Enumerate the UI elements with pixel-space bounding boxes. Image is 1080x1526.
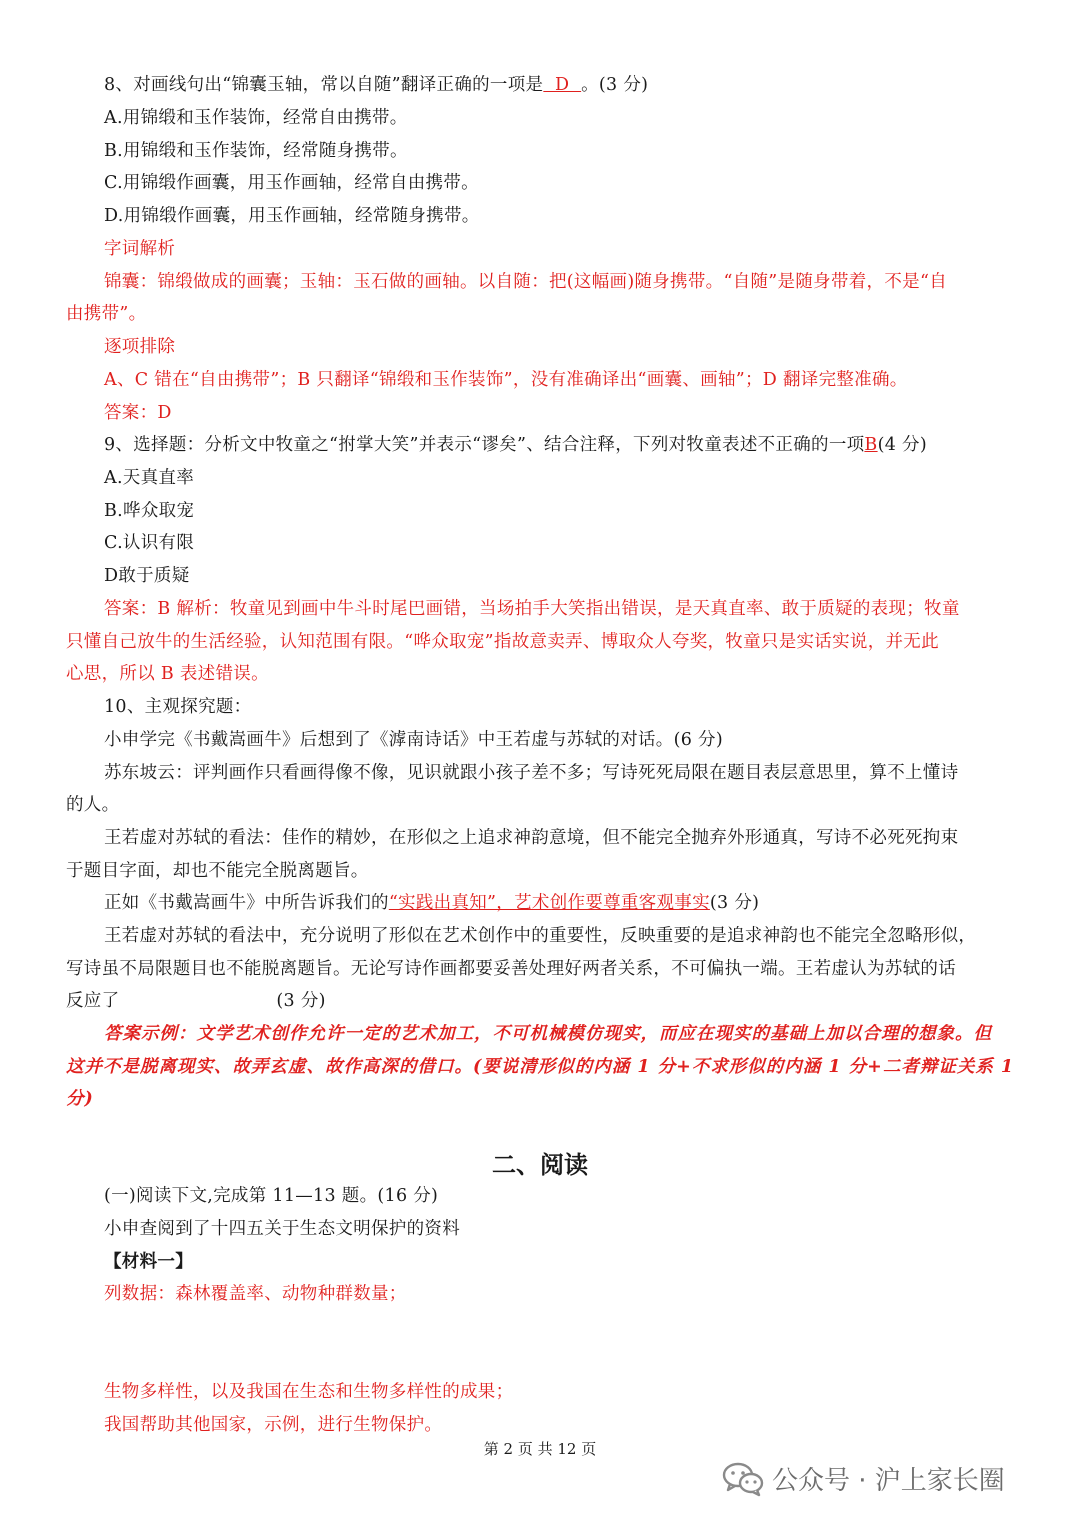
q8-option-c: C.用锦缎作画囊，用玉作画轴，经常自由携带。 (104, 173, 479, 193)
q9-analysis-line2: 只懂自己放牛的生活经验，认知范围有限。“哗众取宠”指故意卖弄、博取众人夸奖，牧童只是实话实说，并无此 (66, 632, 939, 652)
q9-option-a: A.天真直率 (104, 468, 195, 488)
q8-section1-line1: 锦囊：锦缎做成的画囊；玉轴：玉石做的画轴。以自随：把(这幅画)随身携带。“自随”是随身带着，不是“自 (104, 272, 947, 292)
q10-para-line2: 写诗虽不局限题目也不能脱离题旨。无论写诗作画都要妥善处理好两者关系，不可偏执一端。王若虚认为苏轼的话 (66, 959, 956, 979)
q8-stem (104, 73, 648, 97)
q8-stem-text: 8、对画线句出“锦囊玉轴，常以自随”翻译正确的一项是 (104, 75, 544, 95)
material1-bio-line: 生物多样性，以及我国在生态和生物多样性的成果； (104, 1382, 514, 1402)
q9-option-d: D敢于质疑 (104, 566, 190, 586)
section2-heading: 二、阅读 (492, 1151, 588, 1179)
section2-intro: (一)阅读下文,完成第 11—13 题。(16 分) (104, 1186, 439, 1206)
q9-analysis-line1: 答案：B 解析：牧童见到画中牛斗时尾巴画错，当场拍手大笑指出错误，是天真直率、敢于质疑的表现；牧童 (104, 599, 960, 619)
q9-stem-score: (4 分) (877, 435, 927, 455)
q9-stem-text: 9、选择题：分析文中牧童之“拊掌大笑”并表示“谬矣”、结合注释，下列对牧童表述不正确的一项 (104, 435, 865, 455)
q8-option-a: A.用锦缎和玉作装饰，经常自由携带。 (104, 108, 408, 128)
q9-option-b: B.哗众取宠 (104, 501, 195, 521)
q10-blank1-answer: “实践出真知”，艺术创作要尊重客观事实 (388, 893, 710, 913)
q10-sample-line1: 答案示例：文学艺术创作允许一定的艺术加工，不可机械模仿现实，而应在现实的基础上加以合理的想象。但 (104, 1024, 992, 1044)
q8-section1-line2: 由携带”。 (66, 304, 147, 324)
q10-title: 10、主观探究题： (104, 697, 252, 717)
q10-para-line3-score: (3 分) (276, 991, 326, 1011)
q10-sample-line3: 分) (66, 1089, 94, 1109)
q9-option-c: C.认识有限 (104, 533, 195, 553)
q10-para-line3 (66, 989, 326, 1013)
q8-section2-title: 逐项排除 (104, 337, 176, 357)
section2-topic: 小申查阅到了十四五关于生态文明保护的资料 (104, 1219, 460, 1239)
q9-answer-blank: B (864, 435, 878, 455)
q8-option-b: B.用锦缎和玉作装饰，经常随身携带。 (104, 141, 408, 161)
material1-help-line: 我国帮助其他国家，示例，进行生物保护。 (104, 1415, 443, 1435)
material1-label: 【材料一】 (104, 1252, 193, 1272)
q8-answer: 答案：D (104, 403, 172, 423)
q10-wang-line1: 王若虚对苏轼的看法：佳作的精妙，在形似之上追求神韵意境，但不能完全抛弃外形通真，写诗不必死死拘束 (104, 828, 959, 848)
watermark-text: 公众号 · 沪上家长圈 (772, 1466, 1005, 1496)
q10-blank1-text: 正如《书戴嵩画牛》中所告诉我们的 (104, 893, 389, 913)
q8-section1-title: 字词解析 (104, 239, 176, 259)
q10-blank1-score: (3 分) (709, 893, 760, 913)
q10-wang-line2: 于题目字面，却也不能完全脱离题旨。 (66, 861, 369, 881)
q10-su-line2: 的人。 (66, 795, 120, 815)
q10-para-line1: 王若虚对苏轼的看法中，充分说明了形似在艺术创作中的重要性，反映重要的是追求神韵也不能完全忽略形似， (104, 926, 977, 946)
page-number: 第 2 页 共 12 页 (483, 1440, 597, 1458)
watermark (722, 1460, 1005, 1497)
q8-section2-line1: A、C 错在“自由携带”；B 只翻译“锦缎和玉作装饰”，没有准确译出“画囊、画轴”；D 翻译完整准确。 (104, 370, 908, 390)
q10-sample-line2: 这并不是脱离现实、故弄玄虚、故作高深的借口。(要说清形似的内涵 1 分+不求形似的内涵 1 分+二者辩证关系 1 (66, 1057, 1015, 1077)
q10-su-line1: 苏东坡云：评判画作只看画得像不像，见识就跟小孩子差不多；写诗死死局限在题目表层意思里，算不上懂诗 (104, 763, 959, 783)
q8-option-d: D.用锦缎作画囊，用玉作画轴，经常随身携带。 (104, 206, 480, 226)
q10-blank1 (104, 891, 759, 915)
q8-answer-blank: D (543, 75, 582, 95)
q9-stem (104, 433, 927, 457)
material1-data-line: 列数据：森林覆盖率、动物种群数量； (104, 1284, 407, 1304)
q9-analysis-line3: 心思，所以 B 表述错误。 (66, 664, 269, 684)
q10-intro: 小申学完《书戴嵩画牛》后想到了《滹南诗话》中王若虚与苏轼的对话。(6 分) (104, 730, 723, 750)
q10-para-line3-text: 反应了 (66, 991, 120, 1011)
q8-stem-score: 。(3 分) (581, 75, 649, 95)
wechat-icon (722, 1461, 764, 1497)
